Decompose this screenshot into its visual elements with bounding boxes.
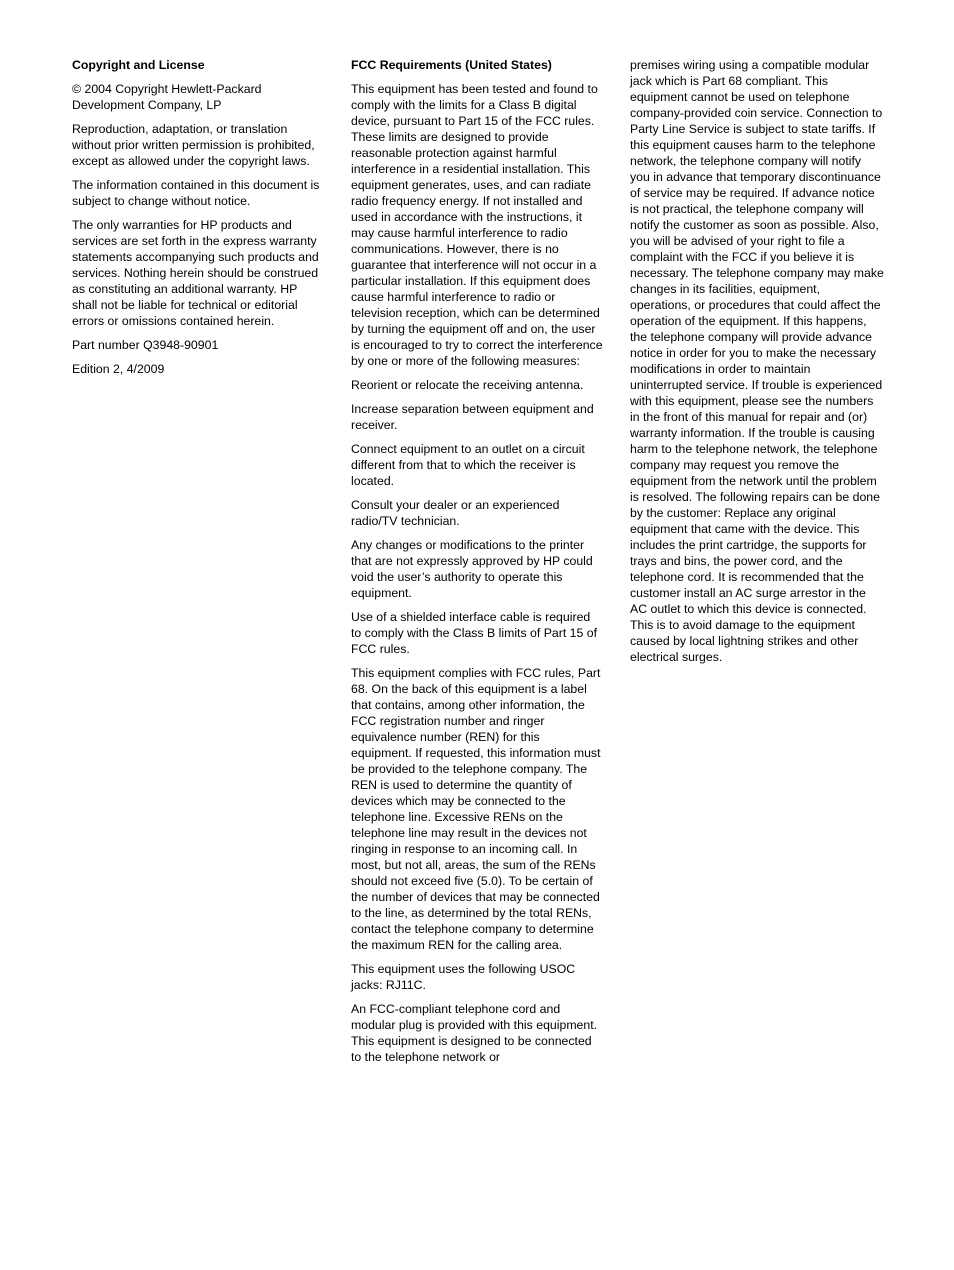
fcc-paragraph: Reorient or relocate the receiving antenna.: [351, 378, 584, 392]
copyright-notice: © 2004 Copyright Hewlett-Packard Development Company, LP: [72, 82, 262, 112]
fcc-paragraph: Any changes or modifications to the printer that are not expressly approved by HP could void the user’s authority to operate this equipment.: [351, 538, 593, 600]
part-number: Part number Q3948-90901: [72, 338, 219, 352]
fcc-paragraph: Increase separation between equipment and receiver.: [351, 402, 594, 432]
reproduction-notice: Reproduction, adaptation, or translation without prior written permission is prohibited, except as allowed under the copyright laws.: [72, 122, 315, 168]
copyright-column: [72, 57, 324, 385]
fcc-paragraph: This equipment complies with FCC rules, Part 68. On the back of this equipment is a label that contains, among other information, the FCC registration number and ringer equivalence number (REN) for this equipment. If requested, this information must be provided to the telephone company. The REN is used to determine the quantity of devices which may be connected to the telephone line. Excessive RENs on the telephone line may result in the devices not ringing in response to an incoming call. In most, but not all, areas, the sum of the RENs should not exceed five (5.0). To be certain of the number of devices that may be connected to the line, as determined by the total RENs, contact the telephone company to determine the maximum REN for the calling area.: [351, 666, 601, 952]
edition: Edition 2, 4/2009: [72, 362, 165, 376]
fcc-column: [351, 57, 603, 1073]
fcc-paragraph: Connect equipment to an outlet on a circuit different from that to which the receiver is located.: [351, 442, 585, 488]
fcc-heading: FCC Requirements (United States): [351, 58, 552, 72]
fcc-paragraph: This equipment uses the following USOC jacks: RJ11C.: [351, 962, 576, 992]
fcc-paragraph: Consult your dealer or an experienced radio/TV technician.: [351, 498, 560, 528]
fcc-paragraph: This equipment has been tested and found to comply with the limits for a Class B digital device, pursuant to Part 15 of the FCC rules. These limits are designed to provide reasonable protection against harmful interference in a residential installation. This equipment generates, uses, and can radiate radio frequency energy. If not installed and used in accordance with the instructions, it may cause harmful interference to radio communications. However, there is no guarantee that interference will not occur in a particular installation. If this equipment does cause harmful interference to radio or television reception, which can be determined by turning the equipment off and on, the user is encouraged to try to correct the interference by one or more of the following measures:: [351, 82, 603, 368]
copyright-heading: Copyright and License: [72, 58, 205, 72]
fcc-paragraph: An FCC-compliant telephone cord and modular plug is provided with this equipment. This equipment is designed to be connected to the telephone network or: [351, 1002, 598, 1064]
warranty-notice: The only warranties for HP products and services are set forth in the express warranty statements accompanying such products and services. Nothing herein should be construed as constituting an additional warranty. HP shall not be liable for technical or editorial errors or omissions contained herein.: [72, 218, 319, 328]
fcc-continuation-column: [630, 57, 884, 673]
change-notice: The information contained in this document is subject to change without notice.: [72, 178, 320, 208]
fcc-continuation-paragraph: premises wiring using a compatible modular jack which is Part 68 compliant. This equipment cannot be used on telephone company-provided coin service. Connection to Party Line Service is subject to state tariffs. If this equipment causes harm to the telephone network, the telephone company will notify you in advance that temporary discontinuance of service may be required. If advance notice is not practical, the telephone company will notify the customer as soon as possible. Also, you will be advised of your right to file a complaint with the FCC if you believe it is necessary. The telephone company may make changes in its facilities, equipment, operations, or procedures that could affect the operation of the equipment. If this happens, the telephone company will provide advance notice in order for you to make the necessary modifications in order to maintain uninterrupted service. If trouble is experienced with this equipment, please see the numbers in the front of this manual for repair and (or) warranty information. If the trouble is causing harm to the telephone network, the telephone company may request you remove the equipment from the network until the problem is resolved. The following repairs can be done by the customer: Replace any original equipment that came with the device. This includes the print cartridge, the supports for trays and bins, the power cord, and the telephone cord. It is recommended that the customer install an AC surge arrestor in the AC outlet to which this device is connected. This is to avoid damage to the equipment caused by local lightning strikes and other electrical surges.: [630, 58, 884, 664]
fcc-paragraph: Use of a shielded interface cable is required to comply with the Class B limits of Part 15 of FCC rules.: [351, 610, 598, 656]
